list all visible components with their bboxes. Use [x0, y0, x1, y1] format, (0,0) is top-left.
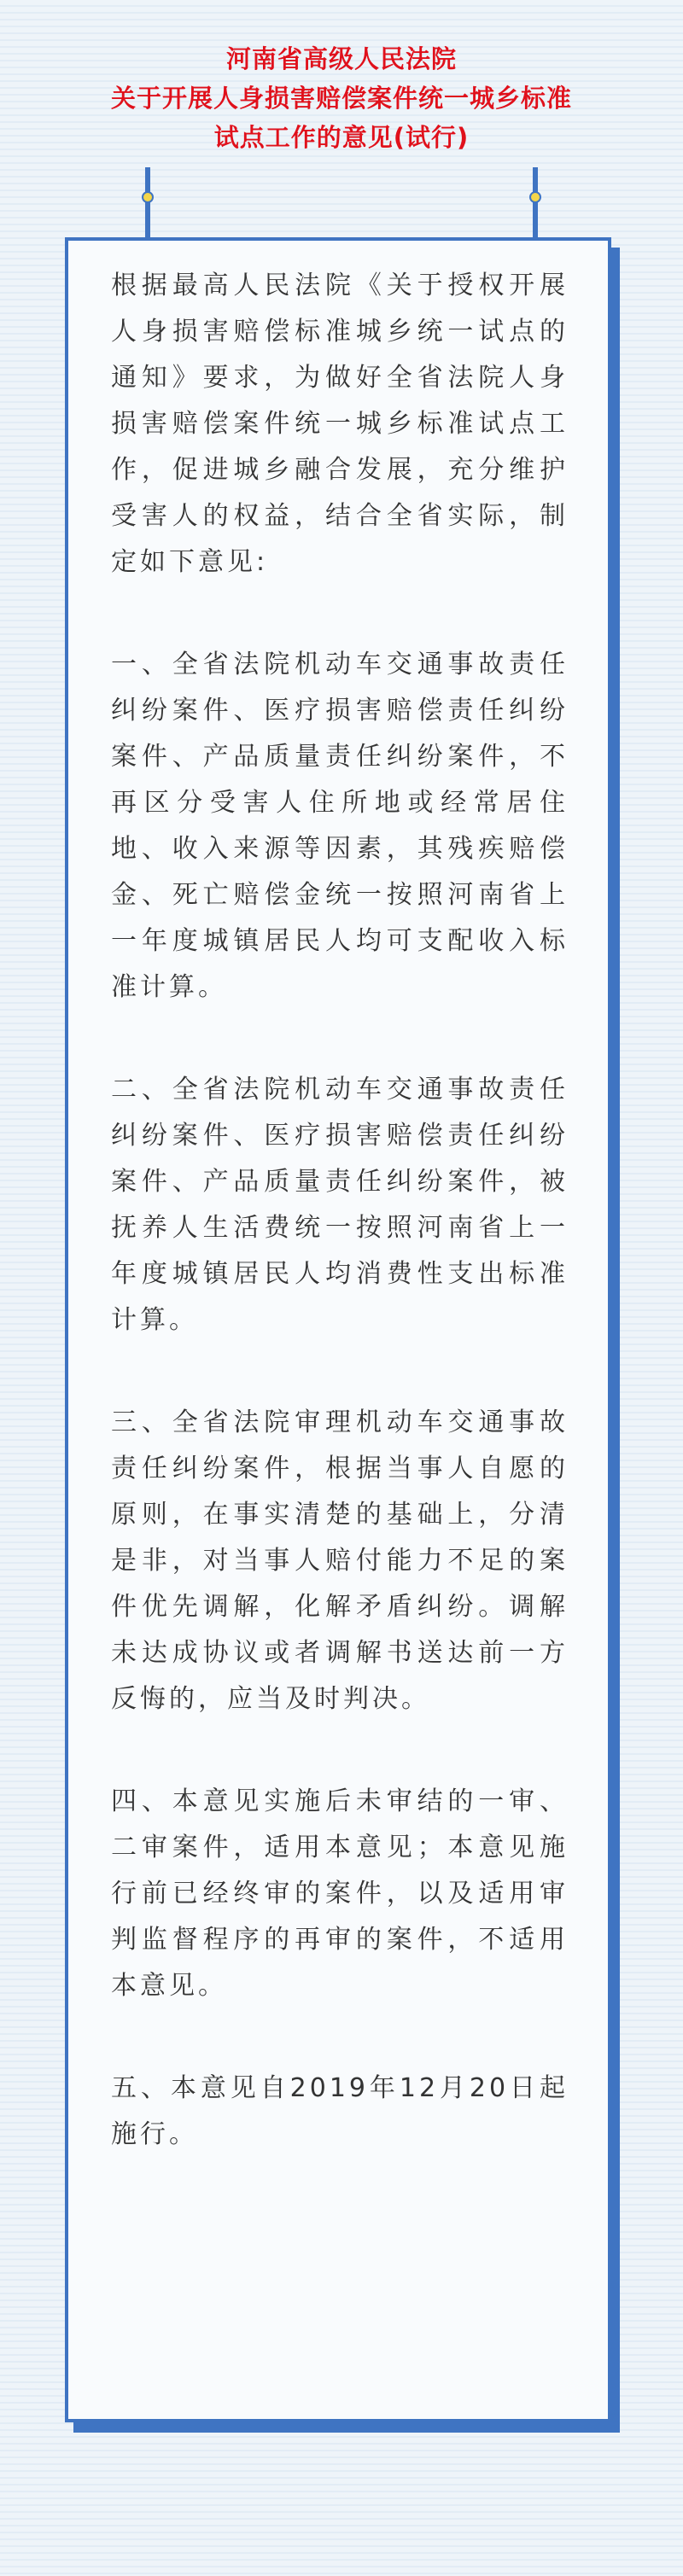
right-hanger-bead	[529, 191, 541, 203]
title-line-2: 关于开展人身损害赔偿案件统一城乡标准	[110, 84, 572, 113]
content-card	[65, 237, 611, 2422]
clause-2-paragraph: 二、全省法院机动车交通事故责任纠纷案件、医疗损害赔偿责任纠纷案件、产品质量责任纠纷案件，被抚养人生活费统一按照河南省上一年度城镇居民人均消费性支出标准计算。	[111, 1075, 569, 1335]
left-hanger-rod	[145, 167, 150, 242]
document-title	[0, 39, 683, 157]
clause-5-paragraph: 五、本意见自2019年12月20日起施行。	[111, 2073, 569, 2149]
clause-4-paragraph: 四、本意见实施后未审结的一审、二审案件，适用本意见；本意见施行前已经终审的案件，以及适用审判监督程序的再审的案件，不适用本意见。	[111, 1786, 569, 2001]
intro-paragraph: 根据最高人民法院《关于授权开展人身损害赔偿标准城乡统一试点的通知》要求，为做好全省法院人身损害赔偿案件统一城乡标准试点工作，促进城乡融合发展，充分维护受害人的权益，结合全省实际，制定如下意见:	[111, 271, 569, 577]
article-body	[111, 263, 569, 2158]
title-line-3: 试点工作的意见(试行)	[213, 123, 470, 152]
clause-1-paragraph: 一、全省法院机动车交通事故责任纠纷案件、医疗损害赔偿责任纠纷案件、产品质量责任纠纷案件，不再区分受害人住所地或经常居住地、收入来源等因素，其残疾赔偿金、死亡赔偿金统一按照河南省上一年度城镇居民人均可支配收入标准计算。	[111, 650, 569, 1002]
title-line-1: 河南省高级人民法院	[225, 44, 457, 73]
left-hanger-bead	[142, 191, 154, 203]
right-hanger-rod	[533, 167, 538, 242]
clause-3-paragraph: 三、全省法院审理机动车交通事故责任纠纷案件，根据当事人自愿的原则，在事实清楚的基础上，分清是非，对当事人赔付能力不足的案件优先调解，化解矛盾纠纷。调解未达成协议或者调解书送达前一方反悔的，应当及时判决。	[111, 1407, 569, 1714]
